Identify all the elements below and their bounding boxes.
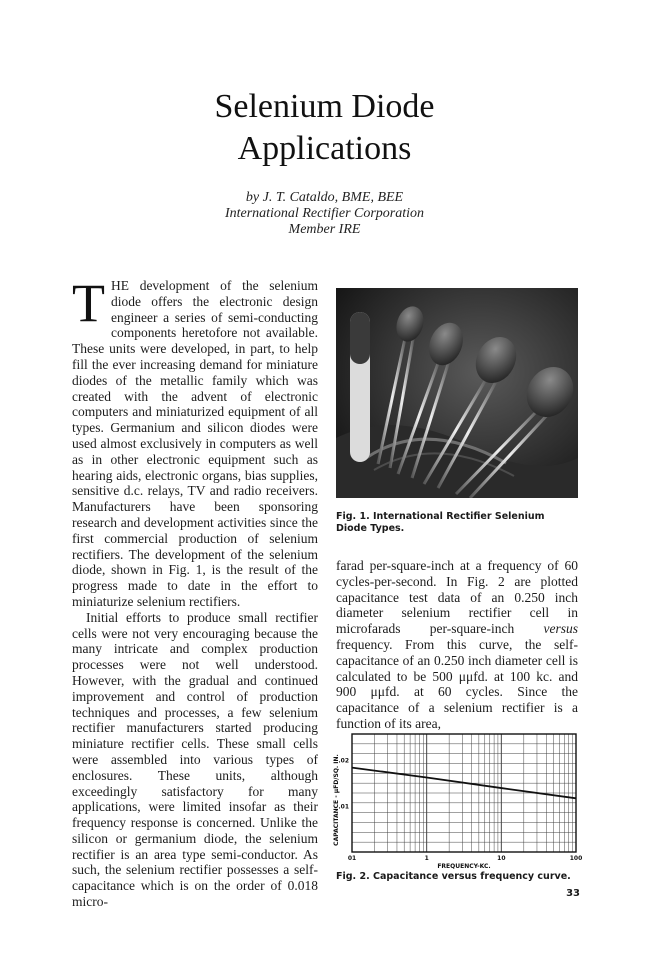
x-tick-label: 1	[424, 855, 429, 862]
paragraph-1-text: HE development of the selenium diode offers the electronic design engineer a series of semi-conducting components heretofore not available. These units were developed, in part, to help fill the ever increasing demand for miniature diodes of the metallic family which was created with the advent of electronic computers and miniaturized equipment of all types. Germanium and silicon diodes were used almost exclusively in computers as well as in other electronic equipment such as hearing aids, electronic organs, bias supplies, sensitive d.c. relays, TV and radio receivers. Manufacturers have been sponsoring research and development activities since the first commercial production of selenium rectifiers. The development of the selenium diode, shown in Fig. 1, is the result of the progress made to date in the effort to miniaturize selenium rectifiers.	[72, 278, 318, 609]
x-tick-label: 01	[347, 855, 357, 862]
drop-cap: T	[72, 273, 105, 333]
title-line-1: Selenium Diode	[214, 88, 435, 125]
paragraph-3-text-a: farad per-square-inch at a frequency of 60 cycles-per-second. In Fig. 2 are plotted capacitance test data of an 0.250 inch diameter selenium rectifier cell in microfarads per-square-inch	[336, 558, 578, 637]
title-line-2: Applications	[237, 130, 412, 167]
article-title	[0, 86, 649, 170]
figure-1-photo	[336, 288, 578, 498]
y-tick-label: .02	[338, 757, 349, 765]
paragraph-1	[72, 273, 318, 610]
figure-1-caption: Fig. 1. International Rectifier Selenium Diode Types.	[336, 511, 545, 534]
byline-author: by J. T. Cataldo, BME, BEE	[245, 190, 404, 205]
capacitance-chart-svg	[320, 728, 582, 870]
paragraph-3	[336, 558, 578, 732]
y-tick-label: .01	[338, 803, 349, 811]
versus-italic: versus	[543, 621, 578, 637]
x-axis-label: FREQUENCY-KC.	[437, 863, 491, 870]
figure-2-chart	[320, 728, 582, 870]
byline-organization: International Rectifier Corporation	[224, 206, 425, 221]
selenium-diodes-image	[336, 288, 578, 498]
left-column	[72, 273, 318, 910]
right-column	[336, 558, 578, 732]
paragraph-3-text-b: frequency. From this curve, the self-capacitance of an 0.250 inch diameter cell is calculated to be 500 μμfd. at 100 kc. and 900 μμfd. at 60 cycles. Since the capacitance of a selenium rectifier is a function of its area,	[336, 636, 578, 731]
x-tick-label: 100	[569, 855, 582, 862]
figure-2-caption: Fig. 2. Capacitance versus frequency curve.	[336, 871, 571, 882]
y-axis-label: CAPACITANCE - μFD/SQ. IN.	[333, 754, 340, 846]
paragraph-2: Initial efforts to produce small rectifier cells were not very encouraging because the many intricate and complex production processes were not well understood. However, with the gradual and continued improvement and control of production techniques and processes, a few selenium rectifier manufacturers started producing miniature rectifier cells. These small cells were assembled into various types of enclosures. These units, although exceedingly satisfactory for many applications, were limited insofar as their frequency response is concerned. Unlike the silicon or germanium diode, the selenium rectifier is an area type semi-conductor. As such, the selenium rectifier possesses a self-capacitance which is on the order of 0.018 micro-	[72, 609, 318, 910]
x-tick-label: 10	[497, 855, 506, 862]
page-number: 33	[566, 888, 580, 899]
byline	[0, 190, 649, 238]
byline-membership: Member IRE	[288, 222, 361, 237]
